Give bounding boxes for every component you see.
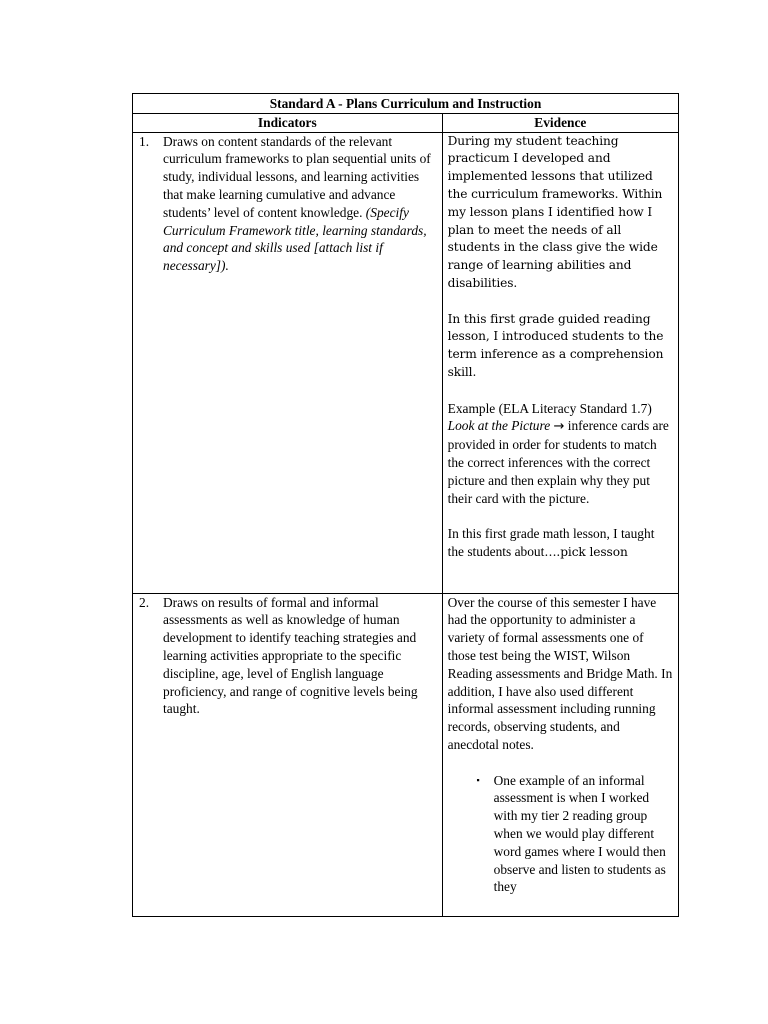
table-title: Standard A - Plans Curriculum and Instruction [133,94,679,114]
indicator-cell [133,593,443,916]
header-row [133,113,679,132]
indicator-cell [133,132,443,593]
title-row [133,94,679,114]
evidence-math-prefix: In this first grade math lesson, I taught the students about [447,526,655,559]
list-item [448,772,674,897]
evidence-paragraph [448,525,674,562]
square-bullet-icon: ▪ [476,774,480,785]
indicator-number: 2. [139,594,150,610]
indicators-header: Indicators [133,113,443,132]
indicator-note: (Specify Curriculum Framework title, learning standards, and concept and skills used [attach list if necessary]). [163,204,427,274]
evidence-paragraph [448,400,674,508]
standards-table [132,93,679,917]
evidence-example-prefix: Example (ELA Literacy Standard 1.7) [447,400,652,416]
evidence-paragraph: Over the course of this semester I have had the opportunity to administer a variety of formal assessments one of those test being the WIST, Wilson Reading assessments and Bridge Math. In addition, I have also used different informal assessment including running records, observing students, and anecdotal notes. [447,594,673,752]
evidence-paragraph: In this first grade guided reading lesson, I introduced students to the term inference as a comprehension skill. [447,311,664,379]
indicator-text: Draws on results of formal and informal assessments as well as knowledge of human development to identify teaching strategies and learning activities appropriate to the specific discipline, age, level of English language proficiency, and range of cognitive levels being taught. [163,594,418,717]
bullet-text: One example of an informal assessment is when I worked with my tier 2 reading group when we would play different word games where I would then observe and listen to students as they [493,772,666,895]
evidence-paragraph: During my student teaching practicum I developed and implemented lessons that utilized the curriculum frameworks. Within my lesson plans I identified how I plan to meet the needs of all students in the class give the wide range of learning abilities and disabilities. [447,133,663,290]
table-row [133,593,679,916]
indicator-body: Draws on content standards of the relevant curriculum frameworks to plan sequential units of study, individual lessons, and learning activities that make learning cumulative and advance students’ level of content knowledge. [163,133,431,220]
evidence-math-suffix: ….pick lesson [544,544,628,559]
evidence-bullet-list [448,772,674,897]
evidence-cell [442,132,678,593]
evidence-example-suffix: inference cards are provided in order for students to match the correct inferences with the correct picture and then explain why they put their card with the picture. [447,418,669,506]
table-row [133,132,679,593]
indicator-number: 1. [139,133,150,149]
arrow-right-icon: → [553,419,565,435]
evidence-example-title: Look at the Picture [447,418,551,434]
evidence-cell [442,593,678,916]
evidence-header: Evidence [442,113,678,132]
indicator-text [163,133,440,275]
